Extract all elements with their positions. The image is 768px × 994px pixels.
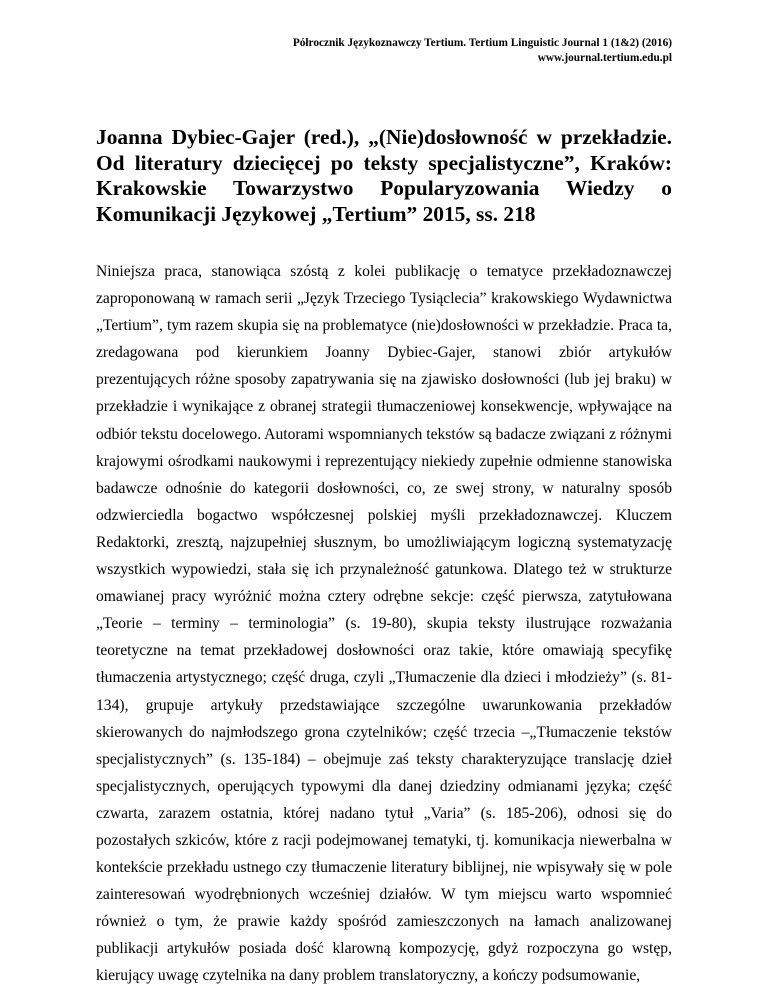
journal-citation: Półrocznik Językoznawczy Tertium. Tertium Linguistic Journal 1 (1&2) (2016)	[292, 37, 672, 49]
article-title: Joanna Dybiec-Gajer (red.), „(Nie)dosłowność w przekładzie. Od literatury dziecięcej po teksty specjalistyczne”, Kraków: Krakowskie Towarzystwo Popularyzowania Wiedzy o Komunikacji Językowej „Tertium” 2015, ss. 218	[96, 125, 672, 226]
journal-url: www.journal.tertium.edu.pl	[537, 52, 672, 64]
body-paragraph: Niniejsza praca, stanowiąca szóstą z kolei publikację o tematyce przekładoznawczej zaproponowaną w ramach serii „Język Trzeciego Tysiąclecia” krakowskiego Wydawnictwa „Tertium”, tym razem skupia się na problematyce (nie)dosłowności w przekładzie. Praca ta, zredagowana pod kierunkiem Joanny Dybiec-Gajer, stanowi zbiór artykułów prezentujących różne sposoby zapatrywania się na zjawisko dosłowności (lub jej braku) w przekładzie i wynikające z obranej strategii tłumaczeniowej konsekwencje, wpływające na odbiór tekstu docelowego. Autorami wspomnianych tekstów są badacze związani z różnymi krajowymi ośrodkami naukowymi i reprezentujący niekiedy zupełnie odmienne stanowiska badawcze odnośnie do kategorii dosłowności, co, ze swej strony, w naturalny sposób odzwierciedla bogactwo współczesnej polskiej myśli przekładoznawczej. Kluczem Redaktorki, zresztą, najzupełniej słusznym, bo umożliwiającym logiczną systematyzację wszystkich wypowiedzi, stała się ich przynależność gatunkowa. Dlatego też w strukturze omawianej pracy wyróżnić można cztery odrębne sekcje: część pierwsza, zatytułowana „Teorie – terminy – terminologia” (s. 19-80), skupia teksty ilustrujące rozważania teoretyczne na temat przekładowej dosłowności oraz takie, które omawiają specyfikę tłumaczenia artystycznego; część druga, czyli „Tłumaczenie dla dzieci i młodzieży” (s. 81-134), grupuje artykuły przedstawiające szczególne uwarunkowania przekładów skierowanych do najmłodszego grona czytelników; część trzecia –„Tłumaczenie tekstów specjalistycznych” (s. 135-184) – obejmuje zaś teksty charakteryzujące translację dzieł specjalistycznych, operujących typowymi dla danej dziedziny odmianami języka; część czwarta, zarazem ostatnia, której nadano tytuł „Varia” (s. 185-206), odnosi się do pozostałych szkiców, które z racji podejmowanej tematyki, tj. komunikacja niewerbalna w kontekście przekładu ustnego czy tłumaczenie literatury biblijnej, nie wpisywały się w pole zainteresowań wyodrębnionych wcześniej działów. W tym miejscu warto wspomnieć również o tym, że prawie każdy spośród zamieszczonych na łamach analizowanej publikacji artykułów posiada dość klarowną kompozycję, gdyż rozpoczyna go wstęp, kierujący uwagę czytelnika na dany problem translatoryczny, a kończy podsumowanie,	[96, 263, 672, 985]
running-header	[293, 36, 672, 66]
